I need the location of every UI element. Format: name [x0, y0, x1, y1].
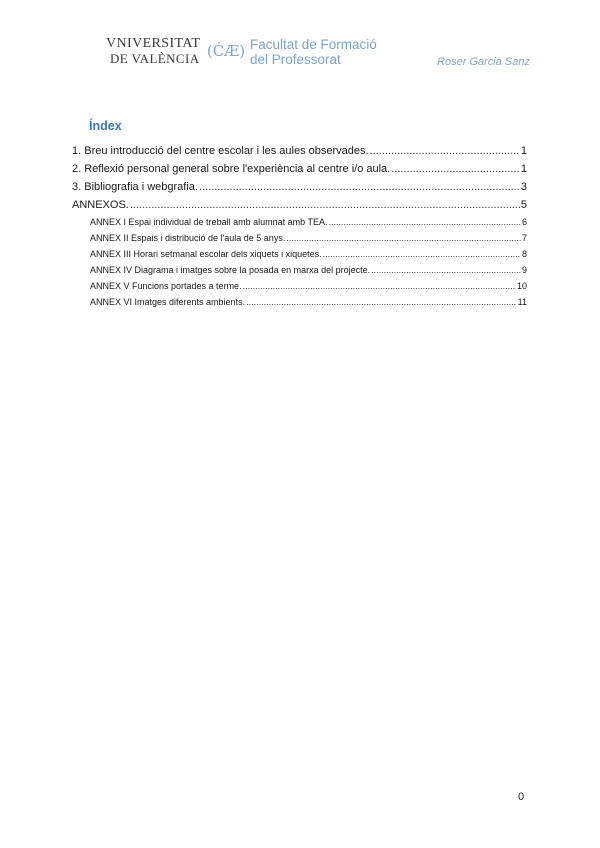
faculty-name — [250, 37, 420, 67]
university-name-line1: VNIVERSITAT — [106, 36, 201, 51]
page-header — [106, 34, 530, 74]
toc-entry-label: ANNEX III Horari setmanal escolar dels xiquets i xiquetes. — [90, 249, 322, 259]
toc-entry-label: 3. Bibliografia i webgrafia. — [72, 181, 198, 193]
toc-leader-dots — [199, 178, 520, 196]
university-logo — [106, 36, 202, 66]
toc-entry-page: 6 — [521, 217, 527, 227]
toc-entry-page: 1 — [520, 145, 527, 157]
toc-entry-label: ANNEXOS. — [72, 199, 129, 211]
toc-subentry[interactable] — [72, 278, 527, 294]
faculty-name-line2: del Professorat — [250, 52, 341, 67]
toc-entry-label: ANNEX VI Imatges diferents ambients. — [90, 297, 246, 307]
toc-entry-page: 7 — [521, 233, 527, 243]
toc-entry-label: ANNEX I Espai individual de treball amb alumnat amb TEA. — [90, 217, 328, 227]
author-name: Roser Garcia Sanz — [437, 56, 530, 68]
faculty-name-line1: Facultat de Formació — [250, 37, 377, 52]
toc-entry-page: 3 — [520, 181, 527, 193]
toc-entry-page: 9 — [521, 265, 527, 275]
toc-subentry[interactable] — [72, 214, 527, 230]
table-of-contents — [72, 142, 527, 310]
toc-leader-dots — [328, 214, 521, 230]
toc-leader-dots — [286, 230, 521, 246]
toc-leader-dots — [371, 262, 521, 278]
university-name-line2: DE VALÈNCIA — [110, 51, 200, 66]
toc-title: Índex — [89, 119, 122, 133]
toc-subentry[interactable] — [72, 230, 527, 246]
toc-leader-dots — [370, 142, 520, 160]
toc-entry-page: 1 — [520, 163, 527, 175]
toc-entry[interactable] — [72, 196, 527, 214]
page-number: 0 — [518, 791, 525, 803]
toc-leader-dots — [323, 246, 521, 262]
toc-entry-page: 11 — [517, 297, 527, 307]
toc-entry-label: ANNEX II Espais i distribució de l'aula de 5 anys. — [90, 233, 286, 243]
toc-entry-label: ANNEX V Funcions portades a terme. — [90, 281, 242, 291]
toc-entry-page: 5 — [520, 199, 527, 211]
toc-entry-label: 2. Reflexió personal general sobre l'experiència al centre i/o aula. — [72, 163, 391, 175]
toc-subentry[interactable] — [72, 294, 527, 310]
toc-entry-page: 8 — [521, 249, 527, 259]
toc-leader-dots — [246, 294, 517, 310]
toc-entry-label: ANNEX IV Diagrama i imatges sobre la posada en marxa del projecte. — [90, 265, 371, 275]
toc-entry-label: 1. Breu introducció del centre escolar i les aules observades. — [72, 145, 369, 157]
toc-entry[interactable] — [72, 160, 527, 178]
toc-leader-dots — [391, 160, 520, 178]
toc-entry[interactable] — [72, 142, 527, 160]
toc-subentry[interactable] — [72, 262, 527, 278]
toc-subentry[interactable] — [72, 246, 527, 262]
toc-leader-dots — [130, 196, 520, 214]
faculty-logo-icon: (ĆÆ) — [206, 42, 246, 60]
toc-entry-page: 10 — [516, 281, 527, 291]
toc-leader-dots — [243, 278, 516, 294]
toc-entry[interactable] — [72, 178, 527, 196]
